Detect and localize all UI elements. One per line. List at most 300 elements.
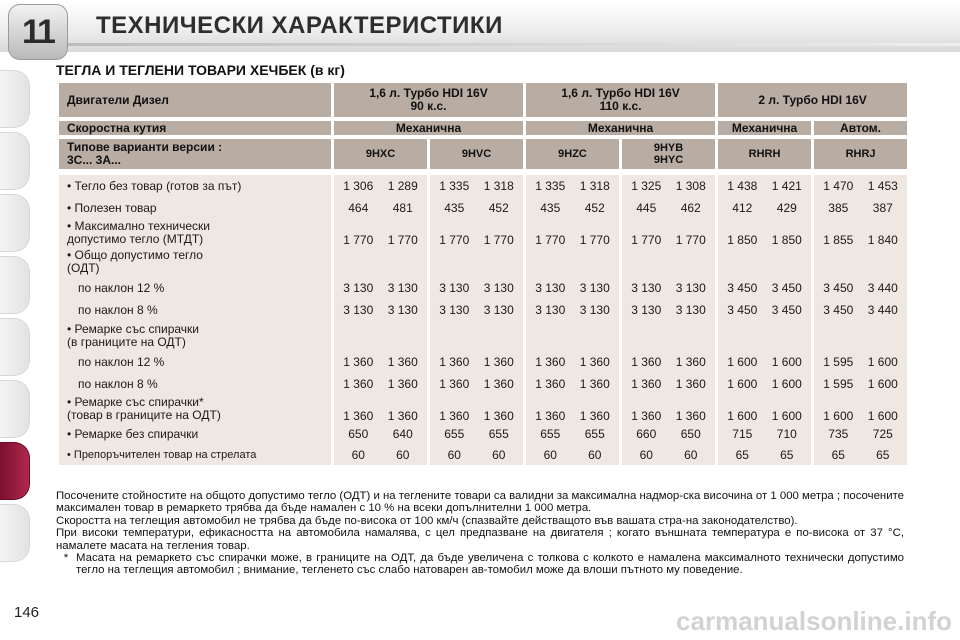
value-cell: 1 360 xyxy=(535,376,566,391)
value-pair xyxy=(624,304,713,317)
chapter-tab[interactable] xyxy=(0,70,30,128)
value-pair xyxy=(432,356,521,369)
row-label: • Полезен товар xyxy=(59,197,331,219)
value-pair xyxy=(720,449,809,462)
row-label: по наклон 12 % xyxy=(59,351,331,373)
value-pair xyxy=(528,282,617,295)
value-pair xyxy=(624,428,713,441)
table-row xyxy=(59,247,907,277)
value-pair xyxy=(816,356,905,369)
variant-values xyxy=(430,395,523,423)
value-cell: 650 xyxy=(348,426,369,441)
variant-values xyxy=(718,423,811,445)
value-cell: 65 xyxy=(876,447,890,462)
row-label: • Ремарке със спирачки* (товар в границите на ОДТ) xyxy=(59,395,331,423)
value-cell: 1 470 xyxy=(823,178,854,193)
value-cell: 1 595 xyxy=(823,354,854,369)
value-cell: 1 360 xyxy=(439,354,470,369)
variant-header: RHRJ xyxy=(814,135,907,169)
value-cell: 60 xyxy=(639,447,653,462)
value-pair xyxy=(720,282,809,295)
row-label: по наклон 8 % xyxy=(59,373,331,395)
value-pair xyxy=(432,202,521,215)
variant-values xyxy=(814,277,907,299)
engine-row xyxy=(59,83,907,117)
variant-values xyxy=(430,321,523,351)
value-cell: 1 360 xyxy=(343,354,374,369)
engine-header: 2 л. Турбо HDI 16V xyxy=(718,83,907,117)
variant-values xyxy=(814,175,907,197)
table-row xyxy=(59,277,907,299)
value-cell: 1 770 xyxy=(675,233,706,247)
value-pair xyxy=(816,282,905,295)
variant-values xyxy=(526,299,619,321)
value-cell: 452 xyxy=(488,200,509,215)
value-cell: 3 450 xyxy=(771,280,802,295)
variant-values xyxy=(814,299,907,321)
value-pair xyxy=(816,410,905,423)
value-pair xyxy=(528,449,617,462)
variant-values xyxy=(718,321,811,351)
value-pair xyxy=(432,449,521,462)
variant-values xyxy=(622,423,715,445)
variant-values xyxy=(718,277,811,299)
value-cell: 1 770 xyxy=(343,233,374,247)
value-cell: 1 318 xyxy=(483,178,514,193)
value-cell: 429 xyxy=(776,200,797,215)
value-cell: 3 130 xyxy=(579,302,610,317)
value-cell: 435 xyxy=(540,200,561,215)
value-cell: 60 xyxy=(588,447,602,462)
variant-values xyxy=(334,219,427,247)
variant-values xyxy=(430,299,523,321)
footnote-marker: * xyxy=(63,552,69,565)
value-cell: 715 xyxy=(732,426,753,441)
value-cell: 1 600 xyxy=(867,354,898,369)
value-cell: 1 855 xyxy=(823,233,854,247)
value-pair xyxy=(336,356,425,369)
row-label: • Максимално технически допустимо тегло (МТДТ) xyxy=(59,219,331,247)
variant-values xyxy=(814,373,907,395)
variant-values xyxy=(622,197,715,219)
variant-row xyxy=(59,135,907,169)
value-cell: 60 xyxy=(543,447,557,462)
variant-values xyxy=(526,445,619,465)
chapter-title: ТЕХНИЧЕСКИ ХАРАКТЕРИСТИКИ xyxy=(96,12,503,39)
value-cell: 1 360 xyxy=(483,354,514,369)
value-pair xyxy=(336,378,425,391)
value-cell: 1 360 xyxy=(579,376,610,391)
value-cell: 3 450 xyxy=(727,280,758,295)
value-cell: 3 450 xyxy=(727,302,758,317)
value-cell: 60 xyxy=(396,447,410,462)
value-cell: 1 360 xyxy=(387,409,418,423)
variant-values xyxy=(622,373,715,395)
variant-values xyxy=(622,351,715,373)
chapter-tab[interactable] xyxy=(0,132,30,190)
value-pair xyxy=(720,356,809,369)
value-pair xyxy=(816,378,905,391)
variant-values xyxy=(814,219,907,247)
variant-values xyxy=(526,197,619,219)
variant-values xyxy=(430,247,523,277)
value-cell: 462 xyxy=(680,200,701,215)
value-pair xyxy=(720,304,809,317)
value-cell: 3 450 xyxy=(823,280,854,295)
value-cell: 65 xyxy=(735,447,749,462)
variant-values xyxy=(526,321,619,351)
variant-values xyxy=(430,175,523,197)
value-pair xyxy=(624,378,713,391)
value-cell: 1 600 xyxy=(823,409,854,423)
variant-values xyxy=(430,277,523,299)
variant-values xyxy=(526,351,619,373)
value-cell: 655 xyxy=(584,426,605,441)
value-cell: 3 130 xyxy=(483,280,514,295)
value-cell: 1 453 xyxy=(867,178,898,193)
variant-values xyxy=(334,321,427,351)
variant-values xyxy=(334,423,427,445)
variant-values xyxy=(814,247,907,277)
value-cell: 3 130 xyxy=(675,302,706,317)
value-cell: 3 130 xyxy=(535,302,566,317)
gearbox-header: Механична xyxy=(334,117,523,135)
value-cell: 1 850 xyxy=(771,233,802,247)
chapter-tab-active[interactable] xyxy=(0,442,30,500)
row-label: по наклон 8 % xyxy=(59,299,331,321)
value-cell: 1 318 xyxy=(579,178,610,193)
row-label: • Ремарке със спирачки (в границите на ОДТ) xyxy=(59,321,331,351)
variant-values xyxy=(718,373,811,395)
value-cell: 3 130 xyxy=(483,302,514,317)
value-cell: 1 335 xyxy=(535,178,566,193)
value-pair xyxy=(336,410,425,423)
value-cell: 3 440 xyxy=(867,280,898,295)
note-temperature: При високи температури, ефикасността на автомобила намалява, с цел предпазване на двигателя ; когато външната температура е по-висока от 37 °C, намалете масата на тегления товар. xyxy=(56,527,904,552)
table-row xyxy=(59,197,907,219)
variant-values xyxy=(814,395,907,423)
value-cell: 435 xyxy=(444,200,465,215)
value-cell: 1 600 xyxy=(727,354,758,369)
variant-values xyxy=(814,445,907,465)
value-cell: 1 600 xyxy=(727,376,758,391)
value-pair xyxy=(432,428,521,441)
variant-values xyxy=(718,395,811,423)
value-cell: 1 850 xyxy=(727,233,758,247)
value-pair xyxy=(336,202,425,215)
value-cell: 655 xyxy=(488,426,509,441)
value-pair xyxy=(528,378,617,391)
row-label: по наклон 12 % xyxy=(59,277,331,299)
value-cell: 1 438 xyxy=(727,178,758,193)
note-speed: Скоростта на теглещия автомобил не трябва да бъде по-висока от 100 км/ч (спазвайте действащото във вашата стра-на законодателство). xyxy=(56,514,798,527)
value-cell: 3 130 xyxy=(579,280,610,295)
value-cell: 655 xyxy=(444,426,465,441)
variant-header: 9HVC xyxy=(430,135,523,169)
table-row xyxy=(59,175,907,197)
value-pair xyxy=(624,234,713,247)
row-label: • Препоръчителен товар на стрелата xyxy=(59,445,331,465)
value-pair xyxy=(528,202,617,215)
variant-header: 9HZC xyxy=(526,135,619,169)
variant-header: 9HXC xyxy=(334,135,427,169)
value-pair xyxy=(624,202,713,215)
value-cell: 1 360 xyxy=(579,409,610,423)
value-cell: 60 xyxy=(447,447,461,462)
value-cell: 412 xyxy=(732,200,753,215)
variant-values xyxy=(334,277,427,299)
value-cell: 1 360 xyxy=(439,376,470,391)
variant-values xyxy=(622,445,715,465)
footnote xyxy=(56,552,904,577)
value-cell: 1 421 xyxy=(771,178,802,193)
value-pair xyxy=(528,410,617,423)
footnote-text: Масата на ремаркето със спирачки може, в границите на ОДТ, да бъде увеличена с толкова с колкото е намалена максималното технически допустимо тегло на теглещия автомобил ; внимание, тегленето със слабо натоварен ав-томобил може да влоши пътното му поведение. xyxy=(76,552,904,577)
value-cell: 1 770 xyxy=(439,233,470,247)
value-pair xyxy=(624,356,713,369)
value-pair xyxy=(336,449,425,462)
value-pair xyxy=(432,378,521,391)
value-pair xyxy=(720,410,809,423)
variant-header: RHRH xyxy=(718,135,811,169)
variant-values xyxy=(334,197,427,219)
value-cell: 3 130 xyxy=(631,280,662,295)
variant-values xyxy=(334,351,427,373)
variant-values xyxy=(814,321,907,351)
value-cell: 452 xyxy=(584,200,605,215)
value-cell: 1 600 xyxy=(867,409,898,423)
value-cell: 3 130 xyxy=(631,302,662,317)
notes xyxy=(56,490,904,577)
chapter-tab[interactable] xyxy=(0,504,30,562)
variant-values xyxy=(526,247,619,277)
value-cell: 655 xyxy=(540,426,561,441)
value-cell: 3 130 xyxy=(535,280,566,295)
value-pair xyxy=(720,202,809,215)
value-pair xyxy=(528,356,617,369)
variant-values xyxy=(814,197,907,219)
variant-values xyxy=(718,197,811,219)
value-pair xyxy=(816,234,905,247)
value-pair xyxy=(816,202,905,215)
value-pair xyxy=(720,234,809,247)
value-pair xyxy=(336,282,425,295)
row-label: • Общо допустимо тегло (ОДТ) xyxy=(59,247,331,277)
value-cell: 1 600 xyxy=(727,409,758,423)
value-cell: 1 770 xyxy=(631,233,662,247)
value-pair xyxy=(432,304,521,317)
variant-values xyxy=(334,299,427,321)
value-pair xyxy=(528,234,617,247)
table-row xyxy=(59,423,907,445)
variant-values xyxy=(718,351,811,373)
value-cell: 1 360 xyxy=(387,376,418,391)
variant-values xyxy=(814,351,907,373)
value-pair xyxy=(816,304,905,317)
variant-values xyxy=(334,395,427,423)
variant-values xyxy=(718,175,811,197)
value-cell: 3 130 xyxy=(387,302,418,317)
section-title: ТЕГЛА И ТЕГЛЕНИ ТОВАРИ ХЕЧБЕК (в кг) xyxy=(56,62,345,78)
variant-values xyxy=(430,351,523,373)
page-number: 146 xyxy=(14,604,40,621)
variant-values xyxy=(334,247,427,277)
row-label: • Тегло без товар (готов за път) xyxy=(59,175,331,197)
value-cell: 1 360 xyxy=(675,376,706,391)
value-cell: 1 360 xyxy=(483,409,514,423)
chapter-tab-strip xyxy=(0,60,34,580)
variant-values xyxy=(718,299,811,321)
variant-values xyxy=(718,219,811,247)
value-cell: 65 xyxy=(831,447,845,462)
value-cell: 1 770 xyxy=(387,233,418,247)
table-row xyxy=(59,395,907,423)
value-cell: 650 xyxy=(680,426,701,441)
value-pair xyxy=(432,234,521,247)
engine-label: Двигатели Дизел xyxy=(59,83,331,117)
value-pair xyxy=(528,180,617,193)
value-cell: 445 xyxy=(636,200,657,215)
variant-values xyxy=(526,219,619,247)
variant-values xyxy=(526,277,619,299)
value-cell: 3 440 xyxy=(867,302,898,317)
variant-values xyxy=(814,423,907,445)
value-cell: 1 600 xyxy=(771,376,802,391)
value-cell: 660 xyxy=(636,426,657,441)
value-cell: 3 130 xyxy=(387,280,418,295)
value-pair xyxy=(816,428,905,441)
value-cell: 1 335 xyxy=(439,178,470,193)
value-cell: 1 360 xyxy=(343,409,374,423)
value-cell: 1 308 xyxy=(675,178,706,193)
value-cell: 60 xyxy=(684,447,698,462)
value-pair xyxy=(432,282,521,295)
value-cell: 1 360 xyxy=(535,354,566,369)
value-cell: 65 xyxy=(780,447,794,462)
value-cell: 3 130 xyxy=(343,280,374,295)
value-cell: 1 600 xyxy=(771,409,802,423)
table-row xyxy=(59,445,907,465)
value-cell: 1 360 xyxy=(631,376,662,391)
value-pair xyxy=(432,180,521,193)
engine-header: 1,6 л. Турбо HDI 16V 110 к.с. xyxy=(526,83,715,117)
value-cell: 481 xyxy=(392,200,413,215)
variant-values xyxy=(334,373,427,395)
variant-values xyxy=(526,175,619,197)
variant-values xyxy=(430,373,523,395)
value-cell: 1 360 xyxy=(579,354,610,369)
chapter-tab[interactable] xyxy=(0,256,30,314)
value-cell: 1 360 xyxy=(387,354,418,369)
gearbox-header: Механична xyxy=(526,117,715,135)
value-cell: 387 xyxy=(872,200,893,215)
watermark: carmanualsonline.info xyxy=(676,606,952,636)
value-pair xyxy=(624,449,713,462)
value-pair xyxy=(336,180,425,193)
variant-values xyxy=(622,321,715,351)
value-cell: 1 325 xyxy=(631,178,662,193)
value-cell: 1 360 xyxy=(675,409,706,423)
table-row xyxy=(59,373,907,395)
value-cell: 1 600 xyxy=(867,376,898,391)
value-cell: 1 770 xyxy=(535,233,566,247)
value-cell: 385 xyxy=(828,200,849,215)
value-pair xyxy=(336,304,425,317)
value-cell: 710 xyxy=(776,426,797,441)
value-cell: 1 306 xyxy=(343,178,374,193)
value-cell: 1 360 xyxy=(483,376,514,391)
value-pair xyxy=(528,304,617,317)
value-cell: 60 xyxy=(492,447,506,462)
value-pair xyxy=(720,180,809,193)
variant-values xyxy=(718,247,811,277)
variant-label: Типове варианти версии : 3C... 3A... xyxy=(59,135,331,169)
value-cell: 3 450 xyxy=(823,302,854,317)
variant-header: 9HYB 9HYC xyxy=(622,135,715,169)
chapter-tab[interactable] xyxy=(0,318,30,376)
variant-values xyxy=(526,423,619,445)
value-cell: 1 360 xyxy=(631,354,662,369)
variant-values xyxy=(622,277,715,299)
variant-values xyxy=(430,445,523,465)
variant-values xyxy=(430,219,523,247)
value-pair xyxy=(528,428,617,441)
value-pair xyxy=(624,282,713,295)
row-label: • Ремарке без спирачки xyxy=(59,423,331,445)
gearbox-header: Автом. xyxy=(814,117,907,135)
variant-values xyxy=(526,373,619,395)
engine-header: 1,6 л. Турбо HDI 16V 90 к.с. xyxy=(334,83,523,117)
value-pair xyxy=(432,410,521,423)
value-cell: 464 xyxy=(348,200,369,215)
variant-values xyxy=(334,445,427,465)
value-cell: 1 360 xyxy=(535,409,566,423)
value-cell: 1 840 xyxy=(867,233,898,247)
variant-values xyxy=(430,423,523,445)
value-cell: 1 770 xyxy=(579,233,610,247)
variant-values xyxy=(622,247,715,277)
gearbox-row xyxy=(59,117,907,135)
value-cell: 725 xyxy=(872,426,893,441)
value-cell: 1 360 xyxy=(343,376,374,391)
table-row xyxy=(59,351,907,373)
value-pair xyxy=(816,180,905,193)
value-pair xyxy=(336,234,425,247)
value-cell: 1 770 xyxy=(483,233,514,247)
chapter-tab[interactable] xyxy=(0,194,30,252)
value-cell: 1 360 xyxy=(631,409,662,423)
value-cell: 735 xyxy=(828,426,849,441)
value-pair xyxy=(624,410,713,423)
variant-values xyxy=(334,175,427,197)
value-pair xyxy=(624,180,713,193)
value-cell: 3 130 xyxy=(439,280,470,295)
value-cell: 3 450 xyxy=(771,302,802,317)
variant-values xyxy=(622,395,715,423)
value-cell: 3 130 xyxy=(675,280,706,295)
gearbox-label: Скоростна кутия xyxy=(59,117,331,135)
variant-values xyxy=(622,219,715,247)
value-cell: 60 xyxy=(351,447,365,462)
variant-values xyxy=(718,445,811,465)
value-cell: 640 xyxy=(392,426,413,441)
variant-values xyxy=(430,197,523,219)
value-pair xyxy=(816,449,905,462)
gearbox-header: Механична xyxy=(718,117,811,135)
value-cell: 1 360 xyxy=(439,409,470,423)
table-row xyxy=(59,321,907,351)
chapter-tab[interactable] xyxy=(0,380,30,438)
